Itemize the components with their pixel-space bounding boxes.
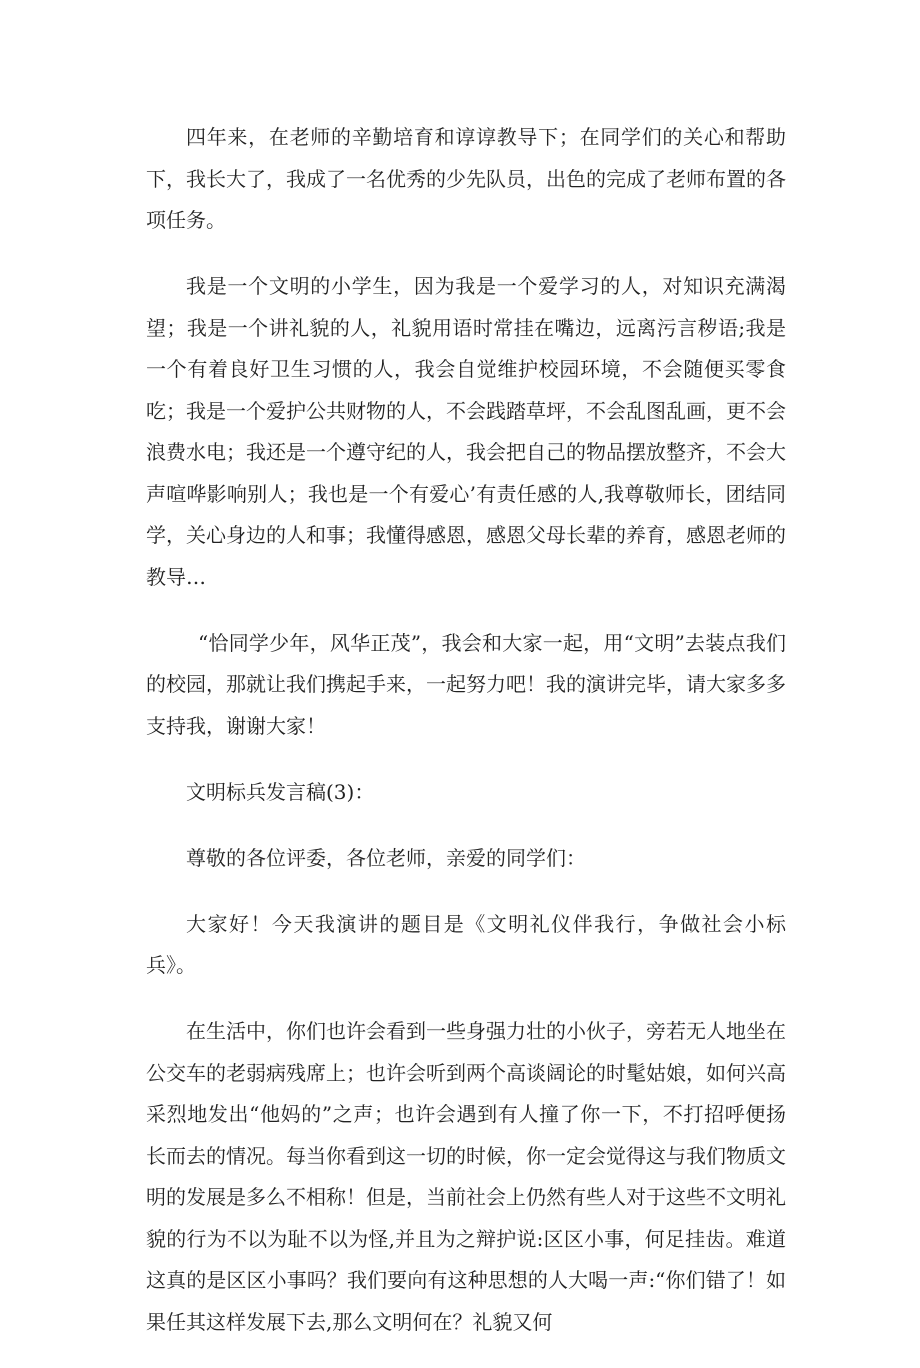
speech-greeting: 尊敬的各位评委，各位老师，亲爱的同学们： xyxy=(186,845,586,870)
paragraph-daily-life: 在生活中，你们也许会看到一些身强力壮的小伙子，旁若无人地坐在公交车的老弱病残席上；也许会听到两个高谈阔论的时髦姑娘，如何兴高采烈地发出“他妈的”之声；也许会遇到有人撞了你一下，不打招呼便扬长而去的情况。每当你看到这一切的时候，你一定会觉得这与我们物质文明的发展是多么不相称！但是，当前社会上仍然有些人对于这些不文明礼貌的行为不以为耻不以为怪,并且为之辩护说:区区小事，何足挂齿。难道这真的是区区小事吗？我们要向有这种思想的人大喝一声:“你们错了！如果任其这样发展下去,那么文明何在？礼貌又何 xyxy=(146,1019,786,1334)
paragraph-closing: “恰同学少年，风华正茂”，我会和大家一起，用“文明”去装点我们的校园，那就让我们携起手来，一起努力吧！我的演讲完毕，请大家多多支持我，谢谢大家！ xyxy=(146,630,786,738)
paragraph-growth: 四年来，在老师的辛勤培育和谆谆教导下；在同学们的关心和帮助下，我长大了，我成了一名优秀的少先队员，出色的完成了老师布置的各项任务。 xyxy=(146,125,786,232)
document-body xyxy=(146,117,786,1368)
speech-title: 文明标兵发言稿(3)： xyxy=(186,779,375,804)
speech-topic: 大家好！今天我演讲的题目是《文明礼仪伴我行，争做社会小标兵》。 xyxy=(146,911,786,977)
paragraph-civilized-student: 我是一个文明的小学生，因为我是一个爱学习的人，对知识充满渴望；我是一个讲礼貌的人，礼貌用语时常挂在嘴边，远离污言秽语;我是一个有着良好卫生习惯的人，我会自觉维护校园环境，不会随便买零食吃；我是一个爱护公共财物的人，不会践踏草坪，不会乱图乱画，更不会浪费水电；我还是一个遵守纪的人，我会把自己的物品摆放整齐，不会大声喧哗影响别人；我也是一个有爱心’有责任感的人,我尊敬师长，团结同学，关心身边的人和事；我懂得感恩，感恩父母长辈的养育，感恩老师的教导… xyxy=(146,274,786,589)
